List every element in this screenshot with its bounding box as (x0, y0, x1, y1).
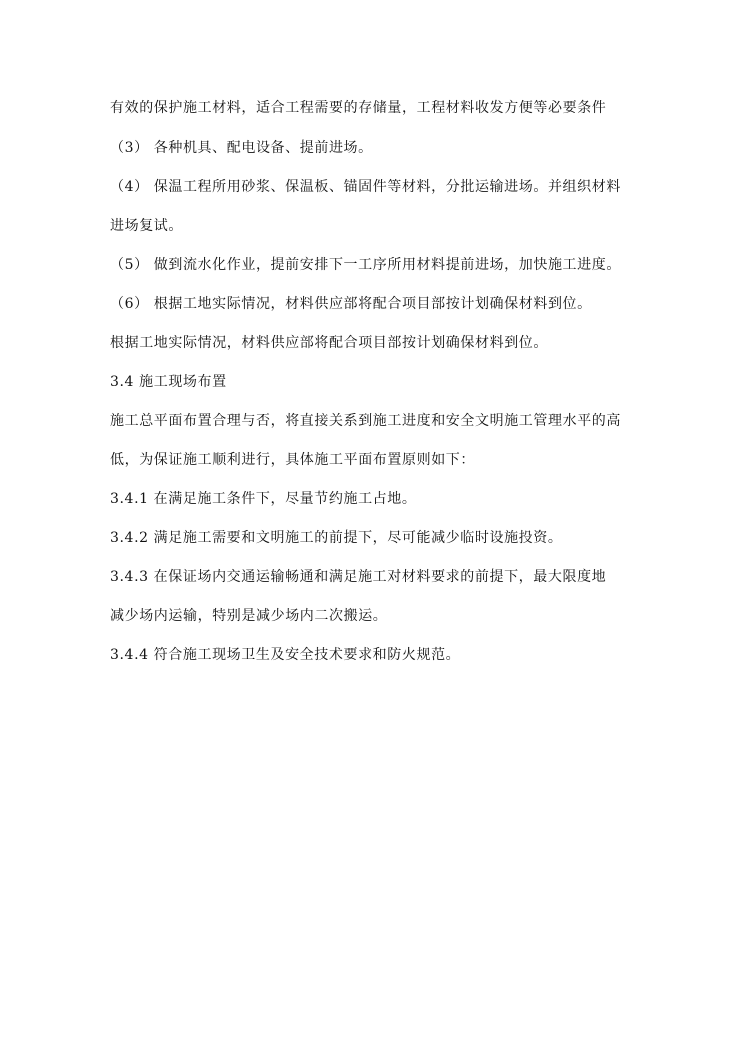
list-item-5: （5） 做到流水化作业，提前安排下一工序所用材料提前进场，加快施工进度。 (110, 257, 621, 273)
list-item-4-line-2: 进场复试。 (110, 218, 183, 234)
principle-3-4-3-line-1: 3.4.3 在保证场内交通运输畅通和满足施工对材料要求的前提下，最大限度地 (110, 569, 607, 585)
principle-3-4-4: 3.4.4 符合施工现场卫生及安全技术要求和防火规范。 (110, 647, 461, 663)
principle-3-4-2: 3.4.2 满足施工需要和文明施工的前提下，尽可能减少临时设施投资。 (110, 530, 563, 546)
paragraph-line-1: 有效的保护施工材料，适合工程需要的存储量，工程材料收发方便等必要条件 (110, 100, 607, 116)
section-intro-line-1: 施工总平面布置合理与否，将直接关系到施工进度和安全文明施工管理水平的高 (110, 413, 621, 429)
section-intro-line-2: 低，为保证施工顺利进行，具体施工平面布置原则如下： (110, 452, 475, 468)
section-heading: 3.4 施工现场布置 (110, 374, 227, 390)
principle-3-4-1: 3.4.1 在满足施工条件下，尽量节约施工占地。 (110, 491, 417, 507)
list-item-6: （6） 根据工地实际情况，材料供应部将配合项目部按计划确保材料到位。 (110, 296, 592, 312)
principle-3-4-3-line-2: 减少场内运输，特别是减少场内二次搬运。 (110, 608, 388, 624)
list-item-3: （3） 各种机具、配电设备、提前进场。 (110, 140, 373, 156)
list-item-4-line-1: （4） 保温工程所用砂浆、保温板、锚固件等材料，分批运输进场。并组织材料 (110, 179, 621, 195)
paragraph-line-2: 根据工地实际情况，材料供应部将配合项目部按计划确保材料到位。 (110, 335, 548, 351)
